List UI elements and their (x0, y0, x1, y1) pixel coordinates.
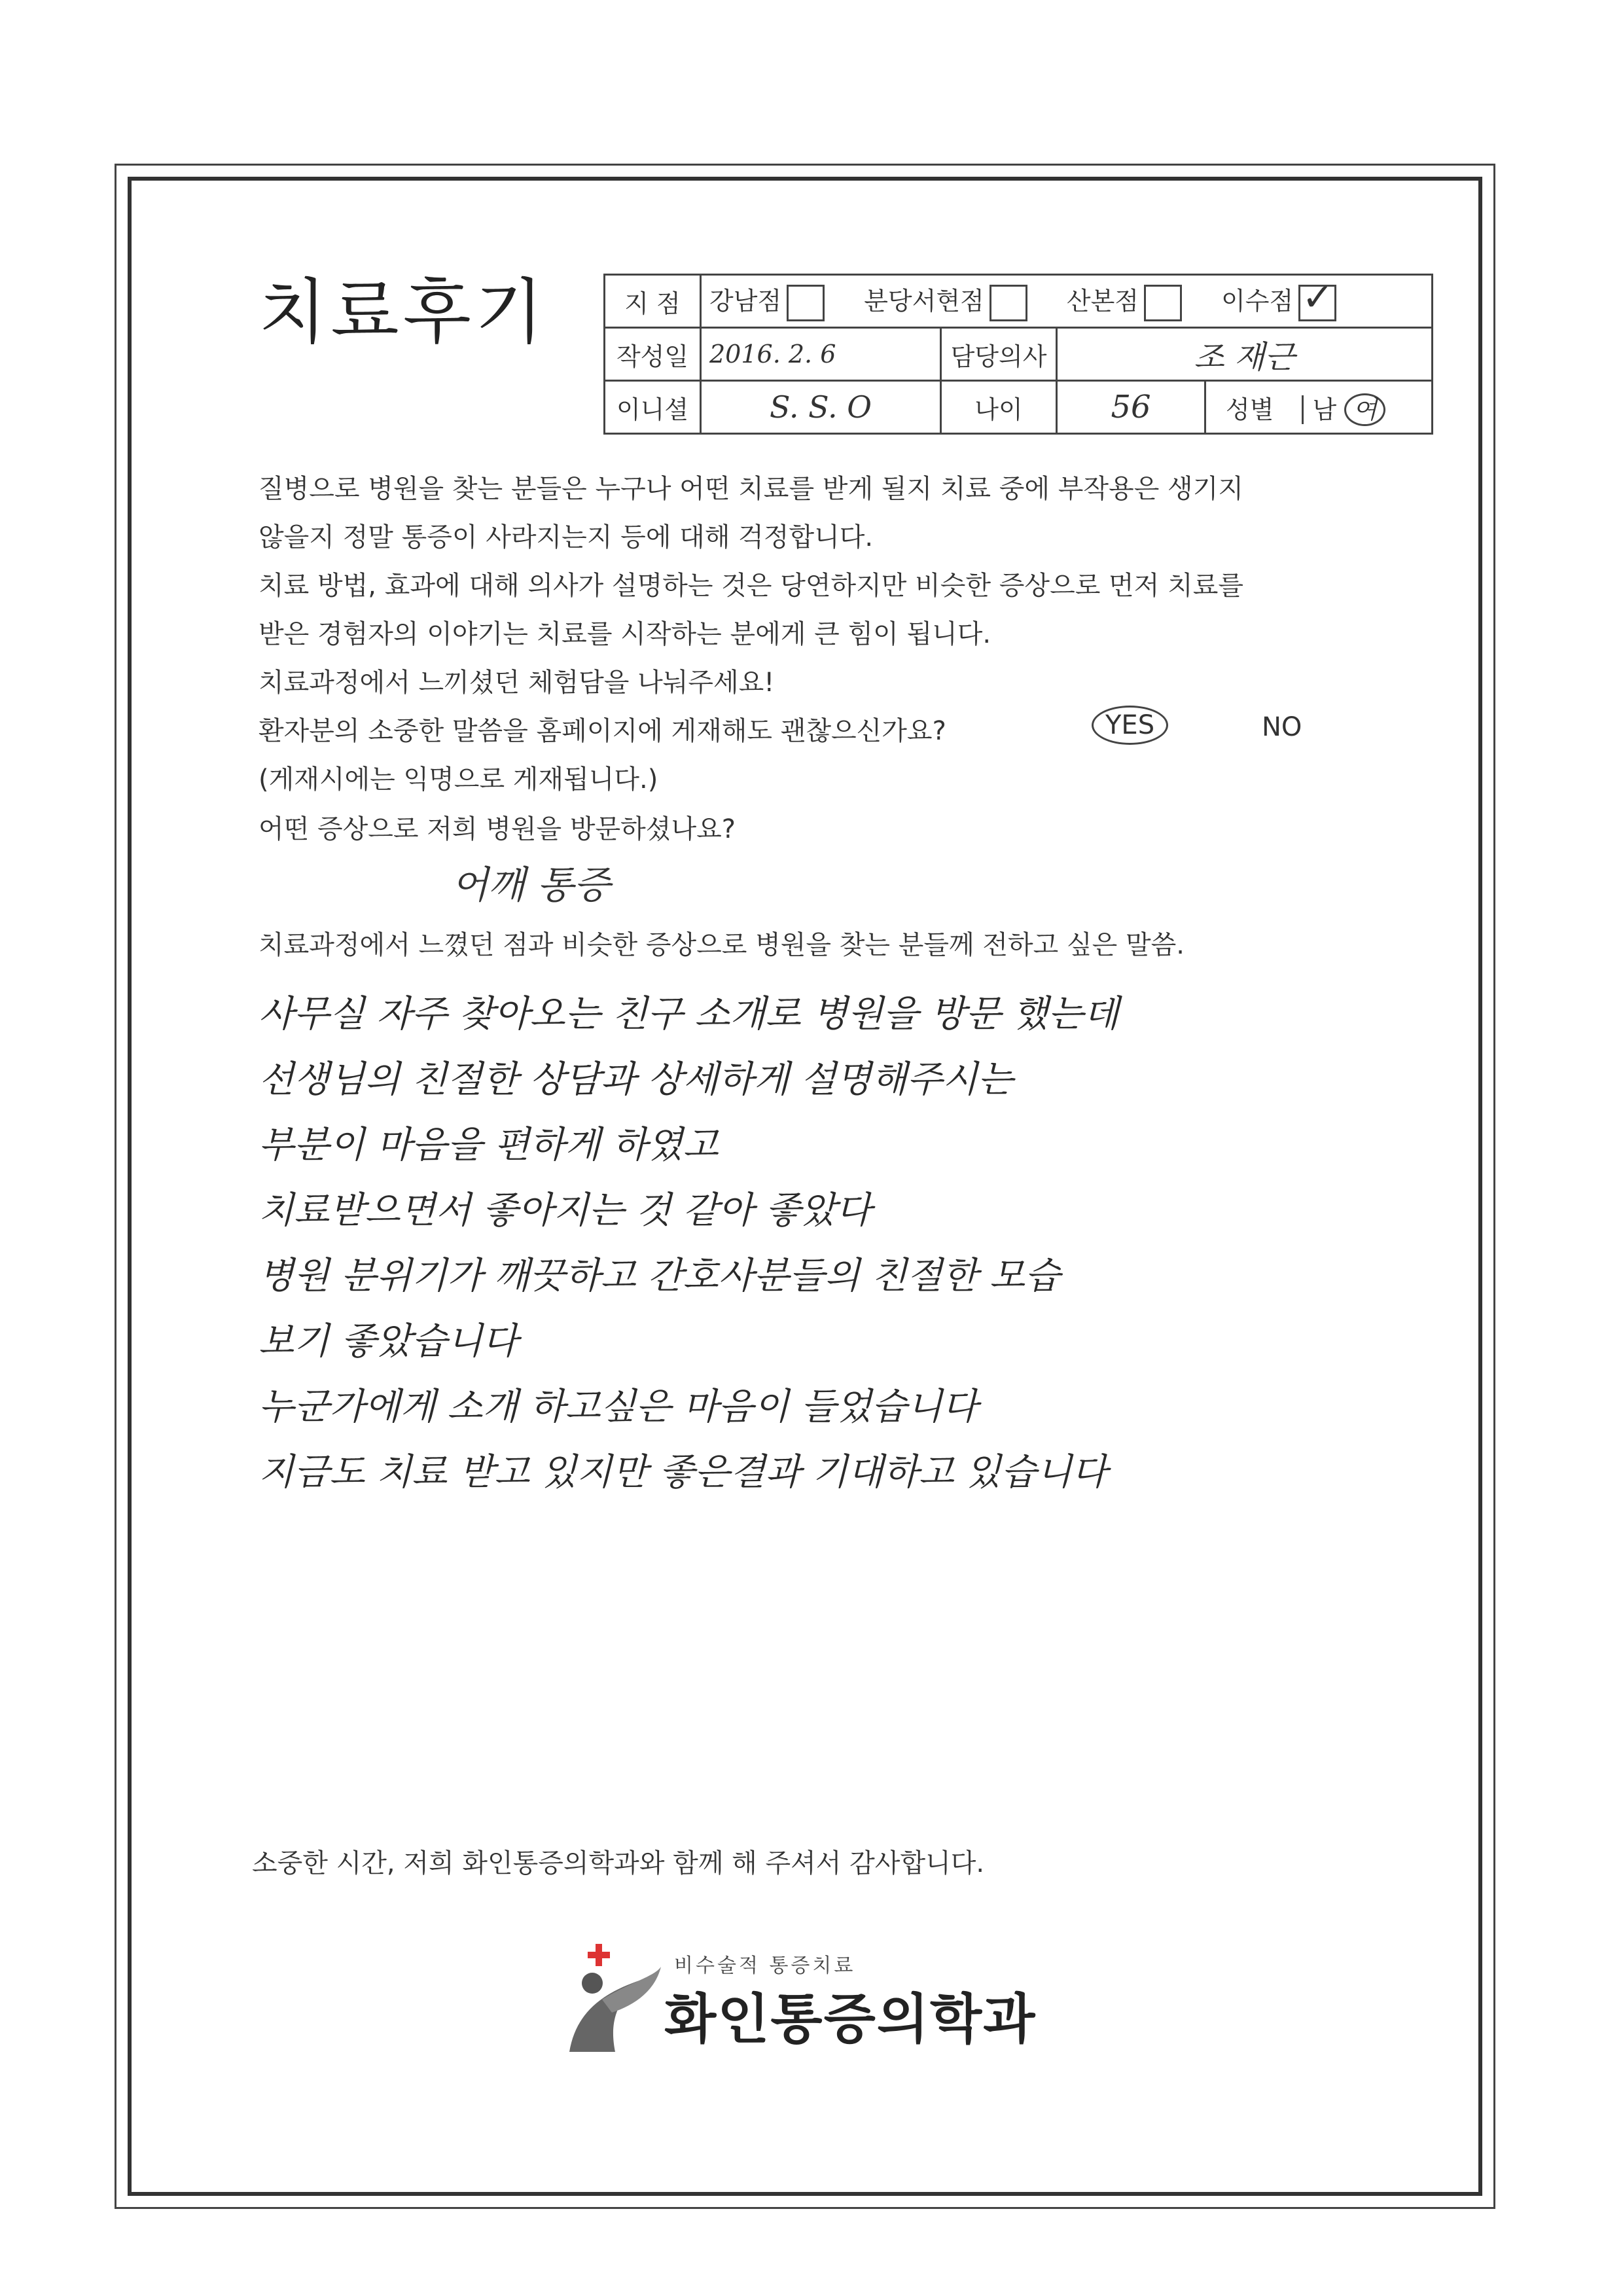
consent-no-option[interactable]: NO (1262, 712, 1302, 742)
answer-line: 누군가에게 소개 하고싶은 마음이 들었습니다 (259, 1386, 978, 1428)
doctor-value: 조 재근 (1194, 338, 1295, 376)
age-label: 나이 (941, 381, 1057, 434)
answer-line: 선생님의 친절한 상담과 상세하게 설명해주시는 (259, 1058, 1014, 1101)
initial-label: 이니셜 (605, 381, 701, 434)
consent-yes-option[interactable]: YES (1092, 706, 1168, 745)
intro-line: 받은 경험자의 이야기는 치료를 시작하는 분에게 큰 힘이 됩니다. (259, 619, 991, 649)
date-value: 2016. 2. 6 (709, 340, 836, 368)
branch-option-bundang[interactable]: 분당서현점 (864, 287, 1027, 315)
date-label: 작성일 (605, 328, 701, 381)
branch-checkbox-sanbon[interactable] (1144, 285, 1182, 321)
intro-line: 질병으로 병원을 찾는 분들은 누구나 어떤 치료를 받게 될지 치료 중에 부작용은 생기지 (259, 474, 1243, 504)
age-value: 56 (1111, 389, 1151, 425)
thanks-message: 소중한 시간, 저희 화인통증의학과와 함께 해 주셔서 감사합니다. (252, 1848, 985, 1878)
answer-line: 지금도 치료 받고 있지만 좋은결과 기대하고 있습니다 (259, 1451, 1107, 1494)
branch-options (701, 275, 1433, 328)
branch-label: 지 점 (605, 275, 701, 328)
answer-line: 부분이 마음을 편하게 하였고 (259, 1124, 719, 1166)
intro-line: 환자분의 소중한 말씀을 홈페이지에 게재해도 괜찮으신가요? (259, 716, 946, 746)
symptom-question: 어떤 증상으로 저희 병원을 방문하셨나요? (259, 814, 736, 844)
branch-checkbox-isu[interactable] (1298, 274, 1336, 321)
initial-field[interactable] (701, 381, 941, 434)
answer-line: 치료받으면서 좋아지는 것 같아 좋았다 (259, 1189, 872, 1232)
info-table (603, 274, 1433, 435)
intro-line: 않을지 정말 통증이 사라지는지 등에 대해 걱정합니다. (259, 522, 874, 552)
message-question: 치료과정에서 느꼈던 점과 비슷한 증상으로 병원을 찾는 분들께 전하고 싶은 말씀. (259, 930, 1185, 960)
message-answer (259, 982, 1119, 1505)
gender-female-option[interactable]: 여 (1344, 393, 1385, 426)
doctor-label: 담당의사 (941, 328, 1057, 381)
age-field[interactable] (1057, 381, 1205, 434)
intro-line: 치료 방법, 효과에 대해 의사가 설명하는 것은 당연하지만 비슷한 증상으로 먼저 치료를 (259, 571, 1243, 601)
gender-cell (1205, 381, 1433, 434)
branch-checkbox-bundang[interactable] (990, 285, 1027, 321)
doctor-field[interactable] (1057, 328, 1433, 381)
initial-value: S. S. O (770, 389, 872, 425)
answer-line: 병원 분위기가 깨끗하고 간호사분들의 친절한 모습 (259, 1255, 1061, 1297)
answer-line: 사무실 자주 찾아오는 친구 소개로 병원을 방문 했는데 (259, 993, 1119, 1035)
gender-label: 성별 (1226, 395, 1274, 424)
branch-option-gangnam[interactable]: 강남점 (709, 287, 825, 315)
intro-text (259, 465, 1243, 804)
logo-subtitle: 비수술적 통증치료 (674, 1954, 856, 1977)
check-mark-icon: ✓ (1302, 274, 1334, 319)
branch-option-sanbon[interactable]: 산본점 (1067, 287, 1182, 315)
date-field[interactable] (701, 328, 941, 381)
form-title: 치료후기 (259, 272, 548, 353)
symptom-answer: 어깨 통증 (452, 863, 611, 907)
intro-line: (게재시에는 익명으로 게재됩니다.) (259, 764, 658, 795)
intro-line: 치료과정에서 느끼셨던 체험담을 나눠주세요! (259, 668, 775, 698)
logo-name: 화인통증의학과 (664, 1988, 1037, 2051)
branch-checkbox-gangnam[interactable] (787, 285, 825, 321)
branch-option-isu[interactable]: 이수점 ✓ (1221, 287, 1336, 315)
answer-line: 보기 좋았습니다 (259, 1320, 518, 1363)
gender-male-option[interactable]: 남 (1302, 395, 1337, 424)
